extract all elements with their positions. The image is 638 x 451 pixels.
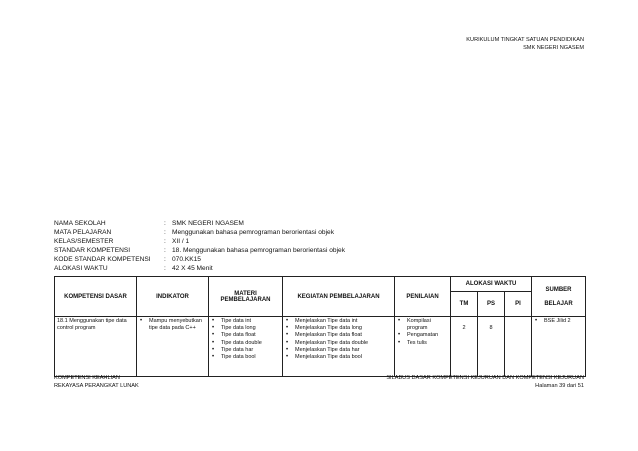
sumber-label: SUMBER <box>545 286 572 293</box>
col-header-sumber <box>532 277 586 317</box>
list-item: • Pengamatan <box>397 332 448 339</box>
list-item: • Menjelaskan Tipe data bool <box>285 354 392 361</box>
list-item: • Menjelaskan Tipe data int <box>285 318 392 325</box>
list-item: • Menjelaskan Tipe data har <box>285 347 392 354</box>
col-header-pi: PI <box>505 292 532 317</box>
list-item: • Kompilasi program <box>397 318 448 332</box>
col-header-materi: MATERI PEMBELAJARAN <box>209 277 283 317</box>
list-item: • Tipe data int <box>211 318 280 325</box>
footer-title: SILABUS DASAR KOMPETENSI KEJURUAN DAN KOMPETENSI KEJURUAN <box>386 375 584 381</box>
info-value: 18. Menggunakan bahasa pemrograman berorientasi objek <box>172 247 346 254</box>
cell-sumber <box>532 317 586 377</box>
col-header-tm: TM <box>451 292 478 317</box>
info-value: Menggunakan bahasa pemrograman berorientasi objek <box>172 229 335 236</box>
page-number: Halaman 39 dari 51 <box>535 383 584 389</box>
info-value: 42 X 45 Menit <box>172 265 213 272</box>
list-item: • Menjelaskan Tipe data double <box>285 340 392 347</box>
list-item: • Tipe data bool <box>211 354 280 361</box>
cell-ps: 8 <box>478 317 505 377</box>
info-row <box>54 255 345 264</box>
document-header <box>466 36 584 52</box>
syllabus-table <box>54 276 586 377</box>
cell-pi <box>505 317 532 377</box>
info-value: 070.KK15 <box>172 256 201 263</box>
list-item: • Tipe data double <box>211 340 280 347</box>
info-separator: : <box>164 220 166 227</box>
info-row <box>54 219 345 228</box>
info-row <box>54 228 345 237</box>
footer-major: REKAYASA PERANGKAT LUNAK <box>54 383 139 389</box>
info-separator: : <box>164 256 166 263</box>
cell-tm: 2 <box>451 317 478 377</box>
info-row <box>54 237 345 246</box>
identity-block <box>54 219 345 273</box>
list-item: • Tipe data har <box>211 347 280 354</box>
col-header-ps: PS <box>478 292 505 317</box>
cell-indikator <box>137 317 209 377</box>
info-label: NAMA SEKOLAH <box>54 220 106 227</box>
info-separator: : <box>164 247 166 254</box>
col-header-alokasi: ALOKASI WAKTU <box>451 277 532 292</box>
info-label: KODE STANDAR KOMPETENSI <box>54 256 151 263</box>
cell-penilaian <box>395 317 451 377</box>
info-row <box>54 246 345 255</box>
info-label: MATA PELAJARAN <box>54 229 112 236</box>
col-header-kompetensi: KOMPETENSI DASAR <box>55 277 137 317</box>
info-label: ALOKASI WAKTU <box>54 265 108 272</box>
list-item: • Tipe data long <box>211 325 280 332</box>
info-value: XII / 1 <box>172 238 190 245</box>
belajar-label: BELAJAR <box>544 300 573 307</box>
info-label: KELAS/SEMESTER <box>54 238 114 245</box>
info-row <box>54 264 345 273</box>
list-item: • BSE Jilid 2 <box>534 318 583 325</box>
list-item: • Mampu menyebutkan tipe data pada C++ <box>139 318 206 332</box>
info-label: STANDAR KOMPETENSI <box>54 247 131 254</box>
list-item: • Menjelaskan Tipe data float <box>285 332 392 339</box>
info-separator: : <box>164 265 166 272</box>
cell-kompetensi: 18.1 Menggunakan tipe data control program <box>55 317 137 377</box>
cell-kegiatan <box>283 317 395 377</box>
cell-materi <box>209 317 283 377</box>
footer-left <box>54 374 139 390</box>
col-header-penilaian: PENILAIAN <box>395 277 451 317</box>
info-value: SMK NEGERI NGASEM <box>172 220 244 227</box>
header-curriculum: KURIKULUM TINGKAT SATUAN PENDIDIKAN <box>466 37 584 43</box>
info-separator: : <box>164 238 166 245</box>
header-school: SMK NEGERI NGASEM <box>523 45 584 51</box>
info-separator: : <box>164 229 166 236</box>
table-row <box>55 317 586 377</box>
col-header-kegiatan: KEGIATAN PEMBELAJARAN <box>283 277 395 317</box>
footer-right <box>386 374 584 390</box>
list-item: • Menjelaskan Tipe data long <box>285 325 392 332</box>
list-item: • Tes tulis <box>397 340 448 347</box>
footer-program: KOMPETENSI KEAHLIAN <box>54 375 120 381</box>
col-header-indikator: INDIKATOR <box>137 277 209 317</box>
list-item: • Tipe data float <box>211 332 280 339</box>
